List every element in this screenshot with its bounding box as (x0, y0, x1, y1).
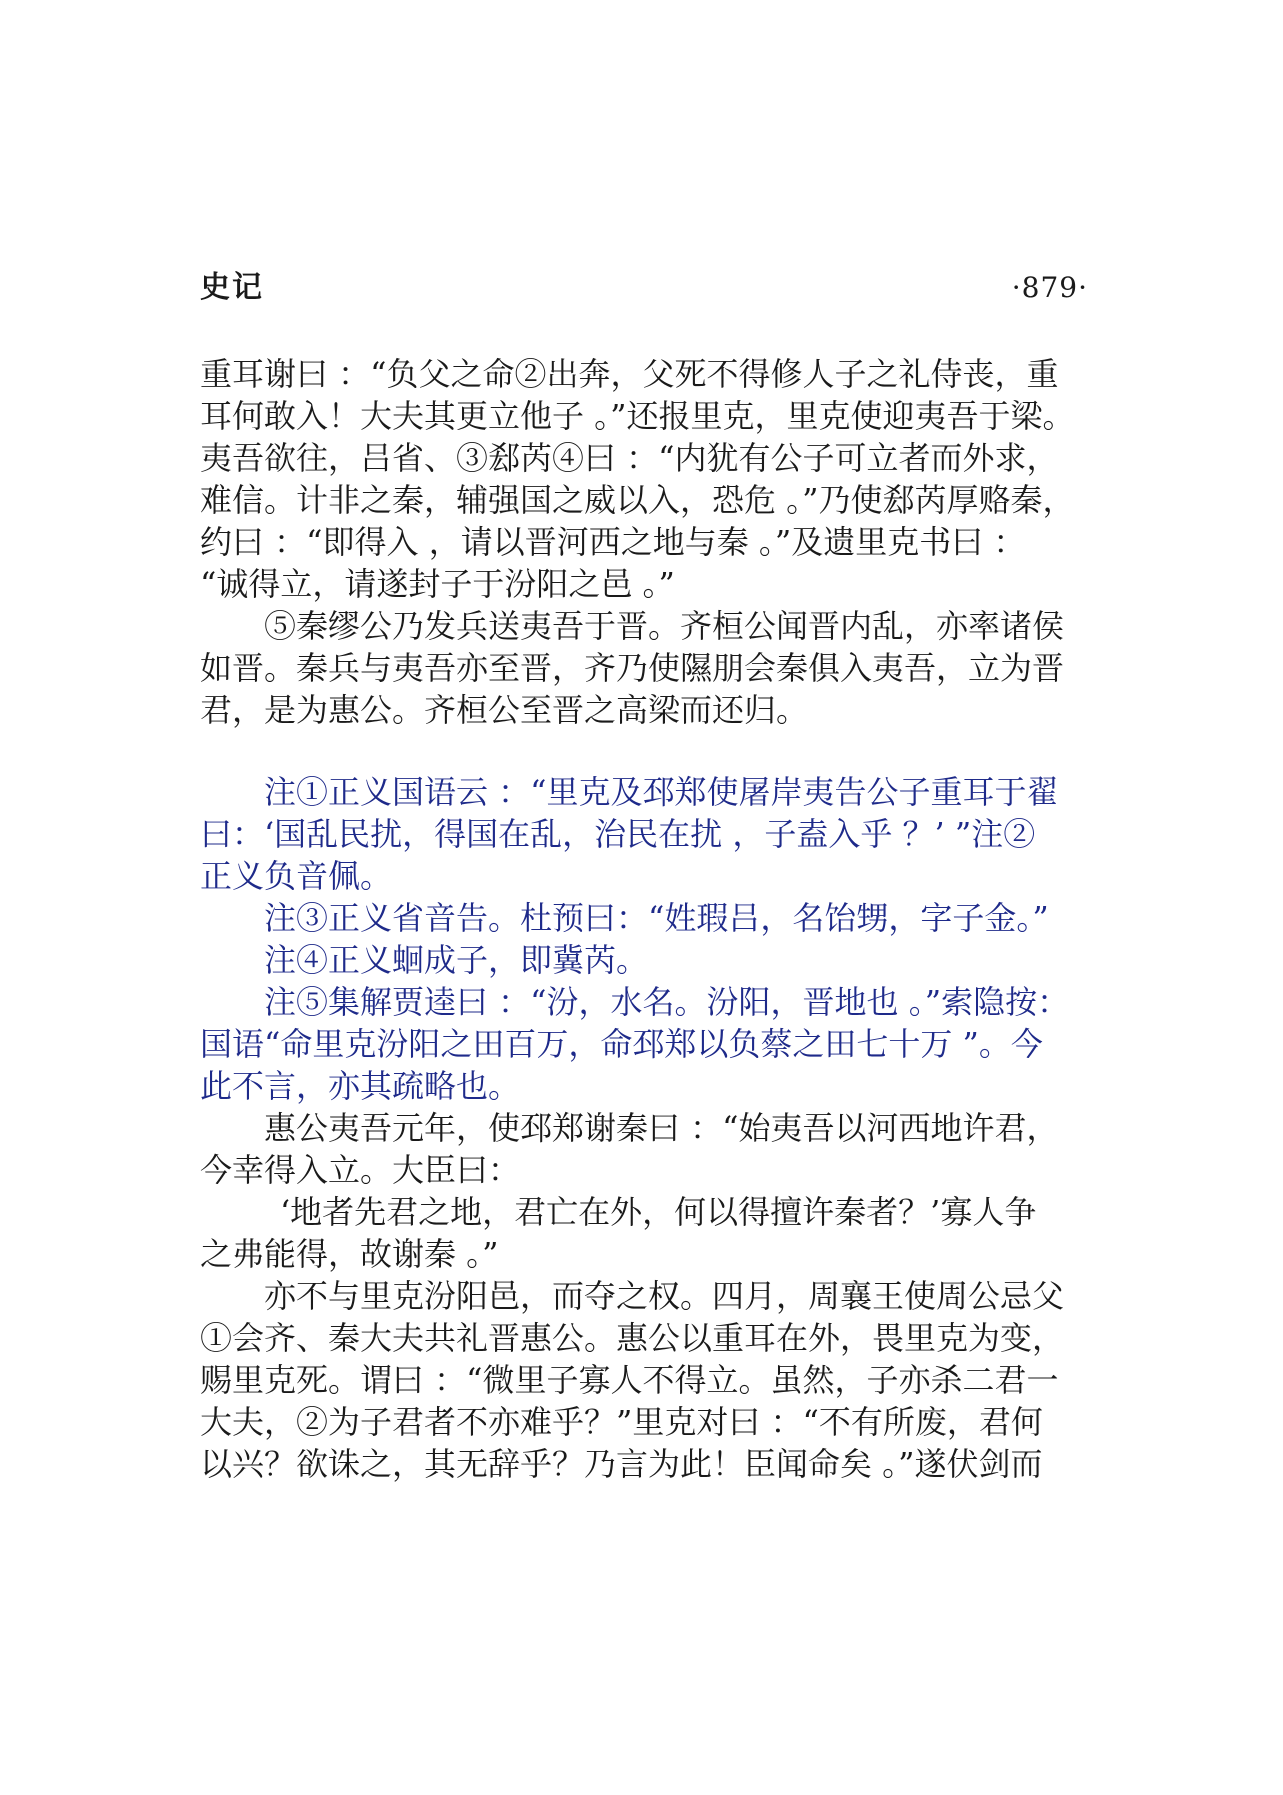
main-line: 难信。计非之秦，辅强国之威以入，恐危 。”乃使郄芮厚赂秦， (200, 481, 1075, 519)
note-line: 注③正义省音告。杜预曰：“姓瑕吕，名饴甥，字子金。” (264, 899, 1049, 937)
note-line: 注①正义国语云 ：“里克及邳郑使屠岸夷告公子重耳于翟 (264, 773, 1059, 811)
main-line: 重耳谢曰 ：“负父之命②出奔，父死不得修人子之礼侍丧，重 (200, 355, 1059, 393)
main-line: 君，是为惠公。齐桓公至晋之高梁而还归。 (200, 691, 809, 729)
main-line: 赐里克死。谓曰 ：“微里子寡人不得立。虽然，子亦杀二君一 (200, 1361, 1059, 1399)
section-spacer (200, 731, 1110, 771)
main-line: ‘地者先君之地，君亡在外，何以得擅许秦者？’寡人争 (280, 1193, 1037, 1231)
main-line: 如晋。秦兵与夷吾亦至晋，齐乃使隰朋会秦俱入夷吾，立为晋 (200, 649, 1065, 687)
note-line: 正义负音佩。 (200, 857, 393, 895)
main-line: 约曰 ：“即得入 ，请以晋河西之地与秦 。”及遗里克书曰 ： (200, 523, 1026, 561)
book-title: 史记 (200, 270, 264, 305)
main-line: 夷吾欲往，吕省、③郄芮④曰 ：“内犹有公子可立者而外求， (200, 439, 1059, 477)
main-line: 以兴？欲诛之，其无辞乎？乃言为此！臣闻命矣 。”遂伏剑而 (200, 1445, 1043, 1483)
main-line: 耳何敢入！大夫其更立他子 。”还报里克，里克使迎夷吾于梁。 (200, 397, 1075, 435)
main-line: ①会齐、秦大夫共礼晋惠公。惠公以重耳在外，畏里克为变， (200, 1319, 1065, 1357)
note-line: 国语“命里克汾阳之田百万，命邳郑以负蔡之田七十万 ”。今 (200, 1025, 1043, 1063)
page-number: ·879· (1011, 271, 1088, 304)
main-line: 惠公夷吾元年，使邳郑谢秦曰 ：“始夷吾以河西地许君， (264, 1109, 1059, 1147)
main-line: 之弗能得，故谢秦 。” (200, 1235, 499, 1273)
note-line: 曰：‘国乱民扰，得国在乱，治民在扰 ，子盍入乎 ？’ ”注② (200, 815, 1036, 853)
main-line: 亦不与里克汾阳邑，而夺之权。四月，周襄王使周公忌父 (264, 1277, 1065, 1315)
main-line: 大夫，②为子君者不亦难乎？”里克对曰 ：“不有所废，君何 (200, 1403, 1043, 1441)
main-line: “诚得立，请遂封子于汾阳之邑 。” (200, 565, 675, 603)
note-line: 注⑤集解贾逵曰 ：“汾，水名。汾阳，晋地也 。”索隐按： (264, 983, 1070, 1021)
body-text (200, 353, 1110, 1485)
note-line: 注④正义蛔成子，即冀芮。 (264, 941, 649, 979)
main-line: ⑤秦缪公乃发兵送夷吾于晋。齐桓公闻晋内乱，亦率诸侯 (264, 607, 1065, 645)
running-header (200, 268, 1088, 308)
note-line: 此不言，亦其疏略也。 (200, 1067, 521, 1105)
main-line: 今幸得入立。大臣曰： (200, 1151, 521, 1189)
